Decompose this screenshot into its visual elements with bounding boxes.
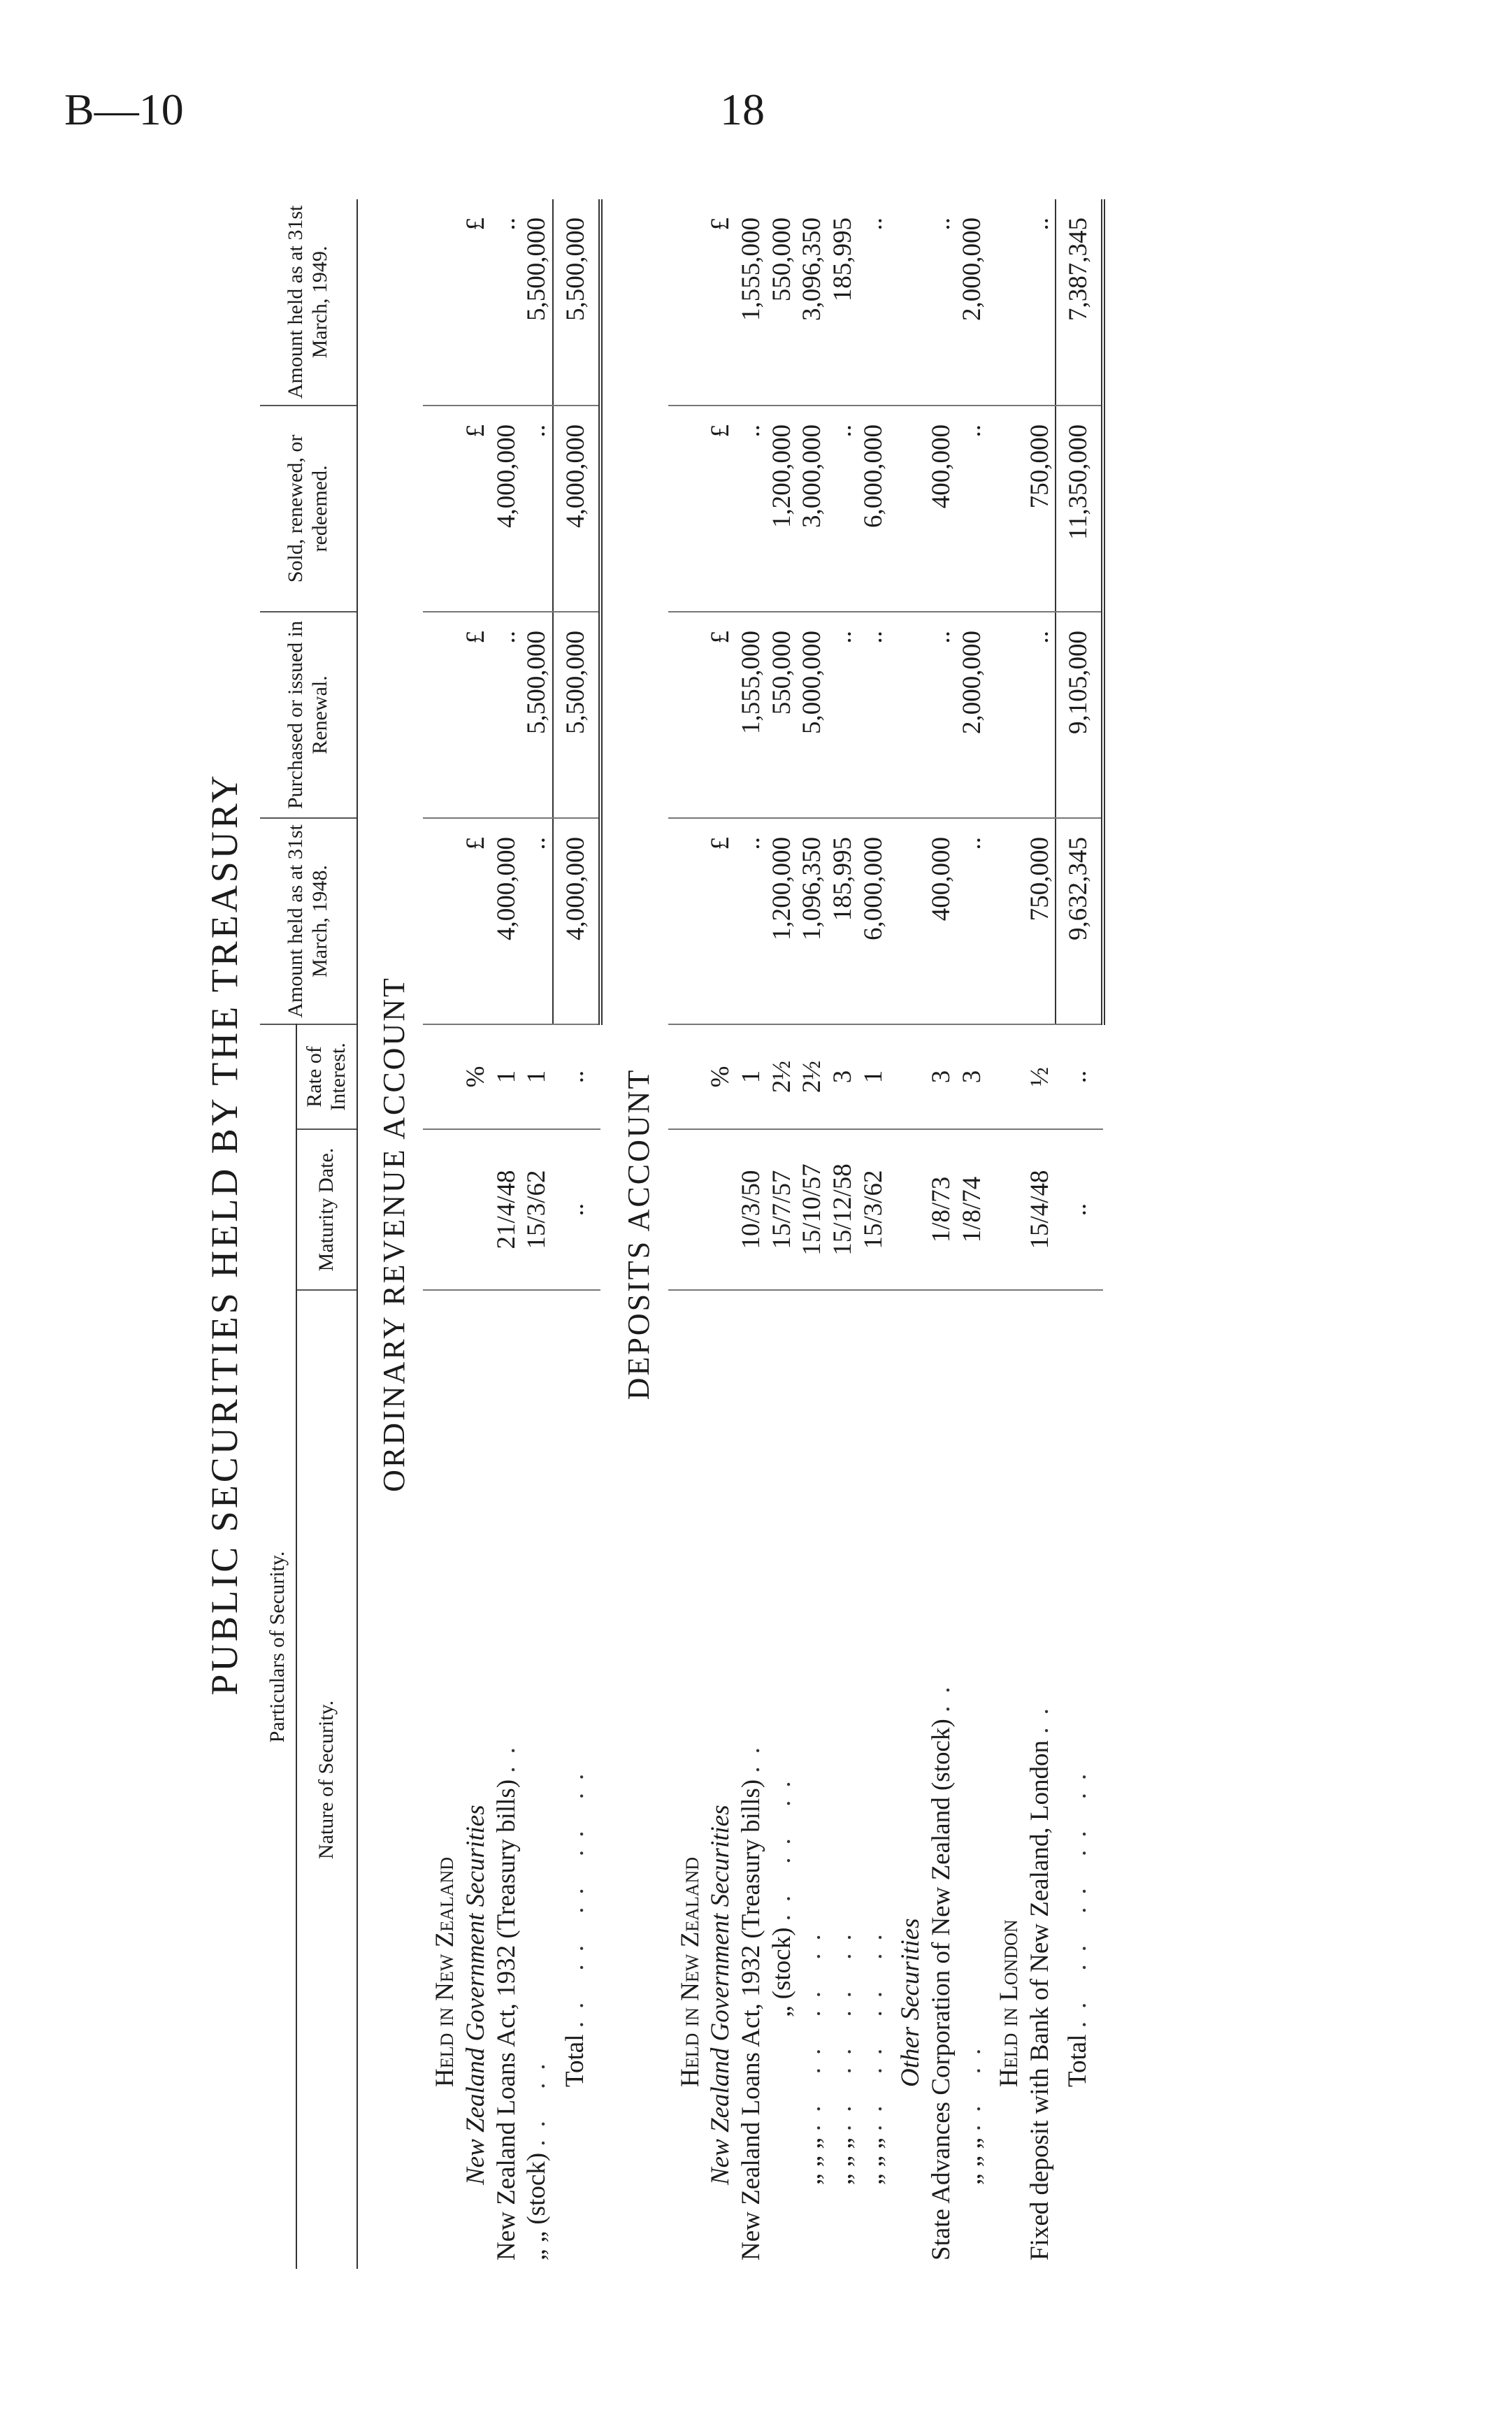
nature-of-security: New Zealand Loans Act, 1932 (Treasury bills) [491,1779,521,2260]
rotated-table-page [203,199,1293,2269]
total-sold: 4,000,000 [553,406,600,612]
total-held-1948: 9,632,345 [1056,818,1103,1024]
sold: .. [828,406,858,612]
maturity-date: 15/3/62 [521,1129,553,1290]
held-1948: 400,000 [926,818,957,1024]
sold: 3,000,000 [797,406,828,612]
purchased: 5,000,000 [797,612,828,818]
section-heading-deposits: DEPOSITS ACCOUNT [621,1068,656,1400]
held-1949: 2,000,000 [957,199,988,406]
total-purchased: 5,500,000 [553,612,600,818]
total-held-1949: 5,500,000 [553,199,600,406]
held-1948: .. [521,818,553,1024]
header-held-1949: Amount held as at 31st March, 1949. [260,199,357,406]
header-sold: Sold, renewed, or redeemed. [260,406,357,612]
unit-pound: £ [461,612,491,818]
held-1949: .. [491,199,522,406]
maturity-date: 21/4/48 [491,1129,522,1290]
held-1949: 550,000 [767,199,798,406]
maturity-date: .. [553,1129,600,1290]
unit-pound: £ [705,612,736,818]
rate-of-interest: .. [553,1024,600,1129]
nature-of-security: „ „ „ [798,2137,827,2185]
maturity-date: .. [1056,1129,1103,1290]
held-1948: 1,096,350 [797,818,828,1024]
sold: 1,200,000 [767,406,798,612]
table-row: „ „ (stock) .. .. 15/3/62 1 .. 5,500,000 .. 5,500,000 [521,199,553,2269]
total-held-1949: 7,387,345 [1056,199,1103,406]
purchased: .. [828,612,858,818]
table-title: PUBLIC SECURITIES HELD BY THE TREASURY [203,773,245,1696]
sold: .. [521,406,553,612]
nature-of-security: „ „ „ [957,2137,986,2185]
table-row: State Advances Corporation of New Zealand (stock) .. 1/8/73 3 400,000 .. 400,000 .. [926,199,957,2269]
nature-of-security: Fixed deposit with Bank of New Zealand, London [1025,1740,1054,2260]
held-1948: 750,000 [1025,818,1056,1024]
sold: .. [736,406,767,612]
held-1949: .. [926,199,957,406]
held-1948: 185,995 [828,818,858,1024]
total-label: Total [561,2034,590,2087]
sold: 750,000 [1025,406,1056,612]
nature-of-security: „ (stock) [767,1927,796,2017]
unit-pound: £ [705,406,736,612]
held-1949: 3,096,350 [797,199,828,406]
header-nature: Nature of Security. [296,1290,357,2269]
table-row: Fixed deposit with Bank of New Zealand, London .. 15/4/48 ½ 750,000 .. 750,000 .. [1025,199,1056,2269]
held-1948: .. [957,818,988,1024]
rate-of-interest: 1 [736,1024,767,1129]
securities-table [260,199,1105,2269]
table-row: „ (stock) .. .. .. 15/7/57 2½ 1,200,000 550,000 1,200,000 550,000 [767,199,798,2269]
total-row: Total .. .. .. .. .. .. .. 4,000,000 5,500,000 4,000,000 5,500,000 [553,199,600,2269]
held-1949: 5,500,000 [521,199,553,406]
purchased: .. [1025,612,1056,818]
held-in-london-label: Held in London [995,1919,1024,2087]
sold: 6,000,000 [858,406,889,612]
unit-percent: % [705,1024,736,1129]
section-heading-ordinary: ORDINARY REVENUE ACCOUNT [376,976,411,1492]
table-row: „ „ „ .. .. .. .. 15/12/58 3 185,995 .. .. 185,995 [828,199,858,2269]
maturity-date: 1/8/73 [926,1129,957,1290]
table-row: New Zealand Loans Act, 1932 (Treasury bills) .. 21/4/48 1 4,000,000 .. 4,000,000 .. [491,199,522,2269]
header-particulars: Particulars of Security. [260,1024,296,2269]
total-row: Total .. .. .. .. .. .. .. 9,632,345 9,105,000 11,350,000 7,387,345 [1056,199,1103,2269]
rate-of-interest: 3 [828,1024,858,1129]
maturity-date: 15/7/57 [767,1129,798,1290]
nature-of-security: „ „ (stock) [522,2152,552,2260]
maturity-date: 15/12/58 [828,1129,858,1290]
unit-pound: £ [461,818,491,1024]
rate-of-interest: 2½ [797,1024,828,1129]
rate-of-interest: 1 [521,1024,553,1129]
unit-pound: £ [461,199,491,406]
maturity-date: 15/4/48 [1025,1129,1056,1290]
group-label: Held in New Zealand [431,1856,460,2087]
purchased: 2,000,000 [957,612,988,818]
sold: 4,000,000 [491,406,522,612]
rate-of-interest: .. [1056,1024,1103,1129]
maturity-date: 10/3/50 [736,1129,767,1290]
page-number: 18 [720,85,765,134]
rate-of-interest: 3 [926,1024,957,1129]
rate-of-interest: 1 [858,1024,889,1129]
sold: .. [957,406,988,612]
nature-of-security: New Zealand Loans Act, 1932 (Treasury bills) [736,1779,765,2260]
table-row: „ „ „ .. .. .. .. 15/3/62 1 6,000,000 .. 6,000,000 .. [858,199,889,2269]
subgroup-label: New Zealand Government Securities [706,1805,735,2185]
document-reference: B—10 [64,85,184,134]
nature-of-security: State Advances Corporation of New Zealand (stock) [926,1719,956,2260]
held-1949: .. [858,199,889,406]
purchased: 1,555,000 [736,612,767,818]
unit-percent: % [461,1024,491,1129]
rate-of-interest: 2½ [767,1024,798,1129]
header-purchased: Purchased or issued in Renewal. [260,612,357,818]
group-label: Held in New Zealand [675,1856,705,2087]
purchased: .. [926,612,957,818]
header-maturity: Maturity Date. [296,1129,357,1290]
unit-pound: £ [705,818,736,1024]
subgroup-label: New Zealand Government Securities [461,1805,491,2185]
held-1948: 1,200,000 [767,818,798,1024]
purchased: 5,500,000 [521,612,553,818]
unit-pound: £ [705,199,736,406]
total-purchased: 9,105,000 [1056,612,1103,818]
maturity-date: 15/10/57 [797,1129,828,1290]
maturity-date: 15/3/62 [858,1129,889,1290]
held-1948: 4,000,000 [491,818,522,1024]
total-held-1948: 4,000,000 [553,818,600,1024]
header-rate: Rate of Interest. [296,1024,357,1129]
held-1948: .. [736,818,767,1024]
held-1949: 1,555,000 [736,199,767,406]
held-1948: 6,000,000 [858,818,889,1024]
maturity-date: 1/8/74 [957,1129,988,1290]
table-row: „ „ „ .. .. .. .. 15/10/57 2½ 1,096,350 5,000,000 3,000,000 3,096,350 [797,199,828,2269]
purchased: 550,000 [767,612,798,818]
unit-pound: £ [461,406,491,612]
other-securities-label: Other Securities [896,1918,926,2087]
total-label: Total [1063,2034,1093,2087]
rate-of-interest: 3 [957,1024,988,1129]
nature-of-security: „ „ „ [858,2137,888,2185]
held-1949: .. [1025,199,1056,406]
rate-of-interest: ½ [1025,1024,1056,1129]
purchased: .. [858,612,889,818]
rate-of-interest: 1 [491,1024,522,1129]
table-row: „ „ „ .. .. 1/8/74 3 .. 2,000,000 .. 2,000,000 [957,199,988,2269]
sold: 400,000 [926,406,957,612]
total-sold: 11,350,000 [1056,406,1103,612]
header-held-1948: Amount held as at 31st March, 1948. [260,818,357,1024]
held-1949: 185,995 [828,199,858,406]
purchased: .. [491,612,522,818]
nature-of-security: „ „ „ [828,2137,857,2185]
table-row: New Zealand Loans Act, 1932 (Treasury bills) .. 10/3/50 1 .. 1,555,000 .. 1,555,000 [736,199,767,2269]
